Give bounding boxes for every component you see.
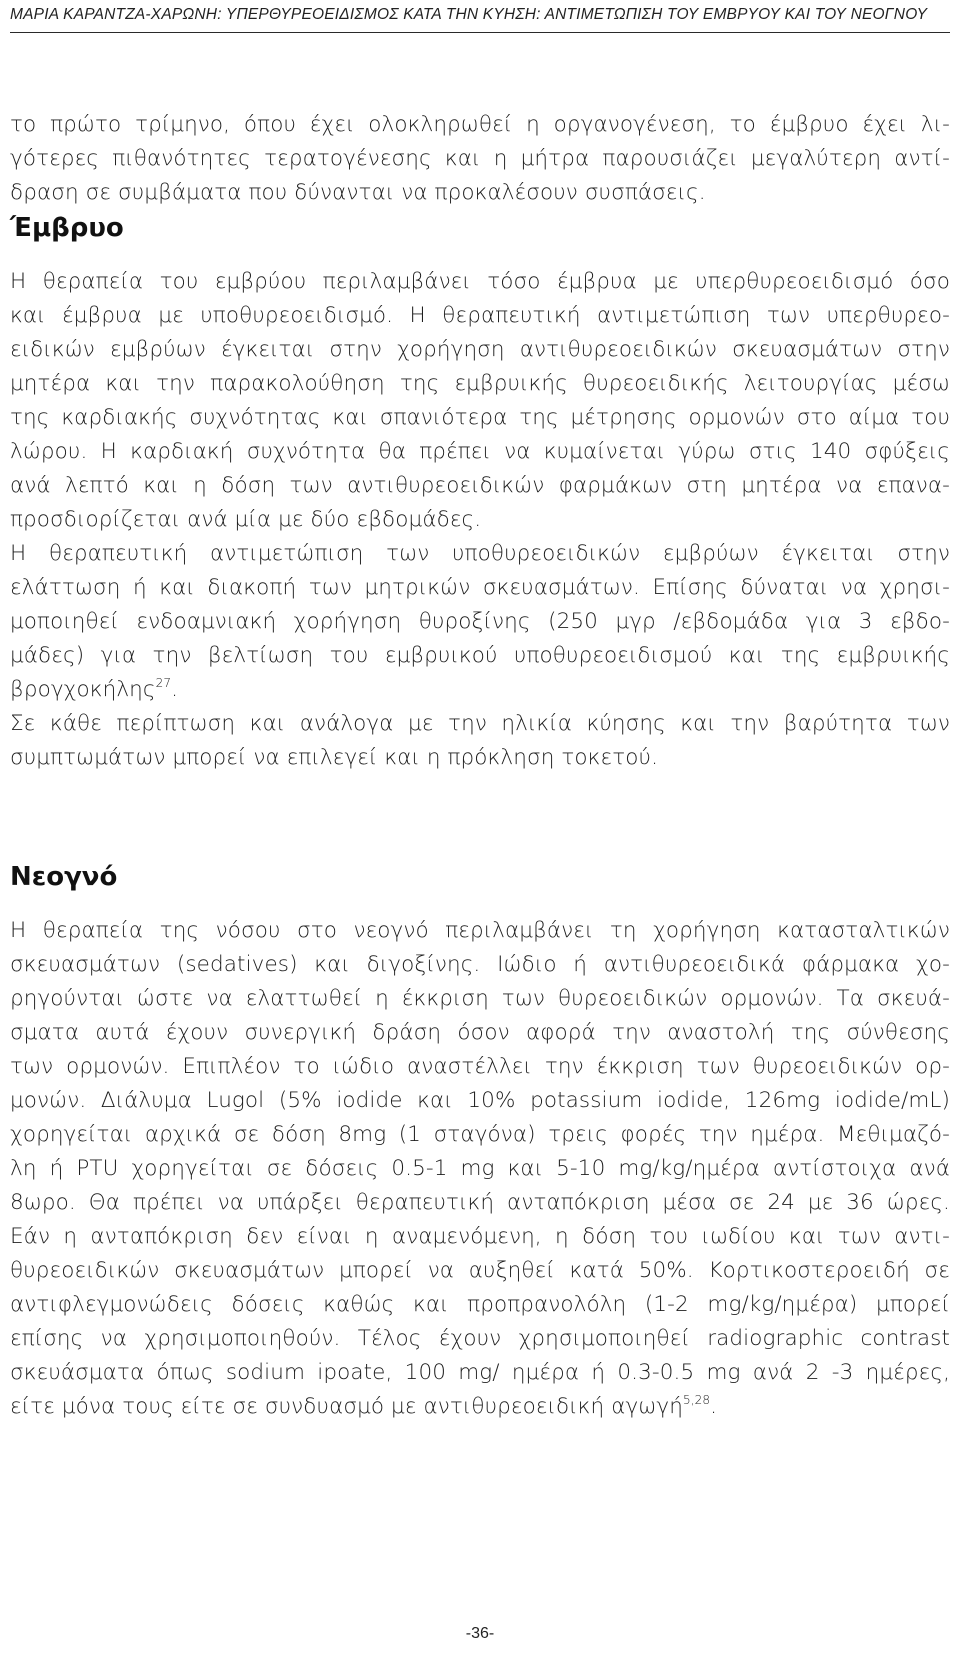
text-line: ελάττωση ή και διακοπή των μητρικών σκευασμάτων. Επίσης δύναται να χρησι- [10,575,950,600]
text-line: Η θεραπευτική αντιμετώπιση των υποθυρεοειδικών εμβρύων έγκειται στην [10,541,950,566]
text-line: ανά λεπτό και η δόση των αντιθυρεοειδικών φαρμάκων στη μητέρα να επανα- [10,473,950,498]
text-line: μάδες) για την βελτίωση του εμβρυικού υποθυρεοειδισμού και της εμβρυικής [10,643,950,668]
text-line: σματα αυτά έχουν συνεργική δράση όσον αφορά την αναστολή της σύνθεσης [10,1020,950,1045]
newborn-body [10,914,950,1424]
text-fragment: . [710,1394,718,1419]
text-fragment: . [171,677,179,702]
fetus-section [10,211,950,251]
text-line: και έμβρυα με υποθυρεοειδισμό. Η θεραπευτική αντιμετώπιση των υπερθυρεο- [10,303,950,328]
text-line: λώρου. Η καρδιακή συχνότητα θα πρέπει να κυμαίνεται γύρω στις 140 σφύξεις [10,439,950,464]
text-line: αντιφλεγμονώδεις δόσεις καθώς και προπρανολόλη (1-2 mg/kg/ημέρα) μπορεί [10,1292,950,1317]
text-line: συμπτωμάτων μπορεί να επιλεγεί και η πρόκληση τοκετού. [10,745,659,770]
text-line: δραση σε συμβάματα που δύνανται να προκαλέσουν συσπάσεις. [10,180,706,205]
text-line: ειδικών εμβρύων έγκειται στην χορήγηση αντιθυρεοειδικών σκευασμάτων στην [10,337,950,362]
text-line: γότερες πιθανότητες τερατογένεσης και η μήτρα παρουσιάζει μεγαλύτερη αντί- [10,146,950,171]
text-line: Η θεραπεία του εμβρύου περιλαμβάνει τόσο έμβρυα με υπερθυρεοειδισμό όσο [10,269,950,294]
newborn-section [10,860,950,900]
running-header: ΜΑΡΙΑ ΚΑΡΑΝΤΖΑ-ΧΑΡΩΝΗ: ΥΠΕΡΘΥΡΕΟΕΙΔΙΣΜΟΣ ΚΑΤΑ ΤΗΝ ΚΥΗΣΗ: ΑΝΤΙΜΕΤΩΠΙΣΗ ΤΟΥ ΕΜΒΡΥΟΥ ΚΑΙ ΤΟΥ ΝΕΟΓΝΟΥ [10,6,928,23]
text-line: προσδιορίζεται ανά μία με δύο εβδομάδες. [10,507,482,532]
text-line: επίσης να χρησιμοποιηθούν. Τέλος έχουν χρησιμοποιηθεί radiographic contrast [10,1326,950,1351]
text-line: το πρώτο τρίμηνο, όπου έχει ολοκληρωθεί η οργανογένεση, το έμβρυο έχει λι- [10,112,950,137]
text-line: Εάν η ανταπόκριση δεν είναι η αναμενόμενη, η δόση του ιωδίου και των αντι- [10,1224,950,1249]
text-line: χορηγείται αρχικά σε δόση 8mg (1 σταγόνα) τρεις φορές την ημέρα. Μεθιμαζό- [10,1122,950,1147]
text-line: των ορμονών. Επιπλέον το ιώδιο αναστέλλει την έκκριση των θυρεοειδικών ορ- [10,1054,950,1079]
text-line: ρηγούνται ώστε να ελαττωθεί η έκκριση των θυρεοειδικών ορμονών. Τα σκευά- [10,986,950,1011]
text-line: λη ή PTU χορηγείται σε δόσεις 0.5-1 mg και 5-10 mg/kg/ημέρα αντίστοιχα ανά [10,1156,950,1181]
text-line: μοποιηθεί ενδοαμνιακή χορήγηση θυροξίνης (250 μγρ /εβδομάδα για 3 εβδο- [10,609,950,634]
header-rule [10,32,950,33]
text-fragment: είτε μόνα τους είτε σε συνδυασμό με αντιθυρεοειδική αγωγή [10,1394,683,1419]
text-line: σκευασμάτων (sedatives) και διγοξίνης. Ιώδιο ή αντιθυρεοειδικά φάρμακα χο- [10,952,950,977]
text-line-with-reference [10,673,950,707]
text-line: σκευάσματα όπως sodium ipoate, 100 mg/ ημέρα ή 0.3-0.5 mg ανά 2 -3 ημέρες, [10,1360,950,1385]
text-line: της καρδιακής συχνότητας και σπανιότερα της μέτρησης ορμονών στο αίμα του [10,405,950,430]
text-line: μονών. Διάλυμα Lugol (5% iodide και 10% potassium iodide, 126mg iodide/mL) [10,1088,950,1113]
text-line-with-reference [10,1390,950,1424]
section-heading-fetus: Έμβρυο [10,213,124,243]
text-fragment: βρογχοκήλης [10,677,156,702]
text-line: μητέρα και την παρακολούθηση της εμβρυικής θυρεοειδικής λειτουργίας μέσω [10,371,950,396]
section-heading-newborn: Νεογνό [10,862,118,892]
intro-paragraph [10,108,950,210]
reference-superscript: 27 [155,676,172,690]
text-line: Η θεραπεία της νόσου στο νεογνό περιλαμβάνει τη χορήγηση κατασταλτικών [10,918,950,943]
fetus-body [10,265,950,775]
page-number: -36- [465,1625,495,1642]
text-line: 8ωρο. Θα πρέπει να υπάρξει θεραπευτική ανταπόκριση μέσα σε 24 με 36 ώρες. [10,1190,950,1215]
text-line: Σε κάθε περίπτωση και ανάλογα με την ηλικία κύησης και την βαρύτητα των [10,711,950,736]
reference-superscript: 5,28 [682,1393,711,1407]
text-line: θυρεοειδικών σκευασμάτων μπορεί να αυξηθεί κατά 50%. Κορτικοστεροειδή σε [10,1258,950,1283]
